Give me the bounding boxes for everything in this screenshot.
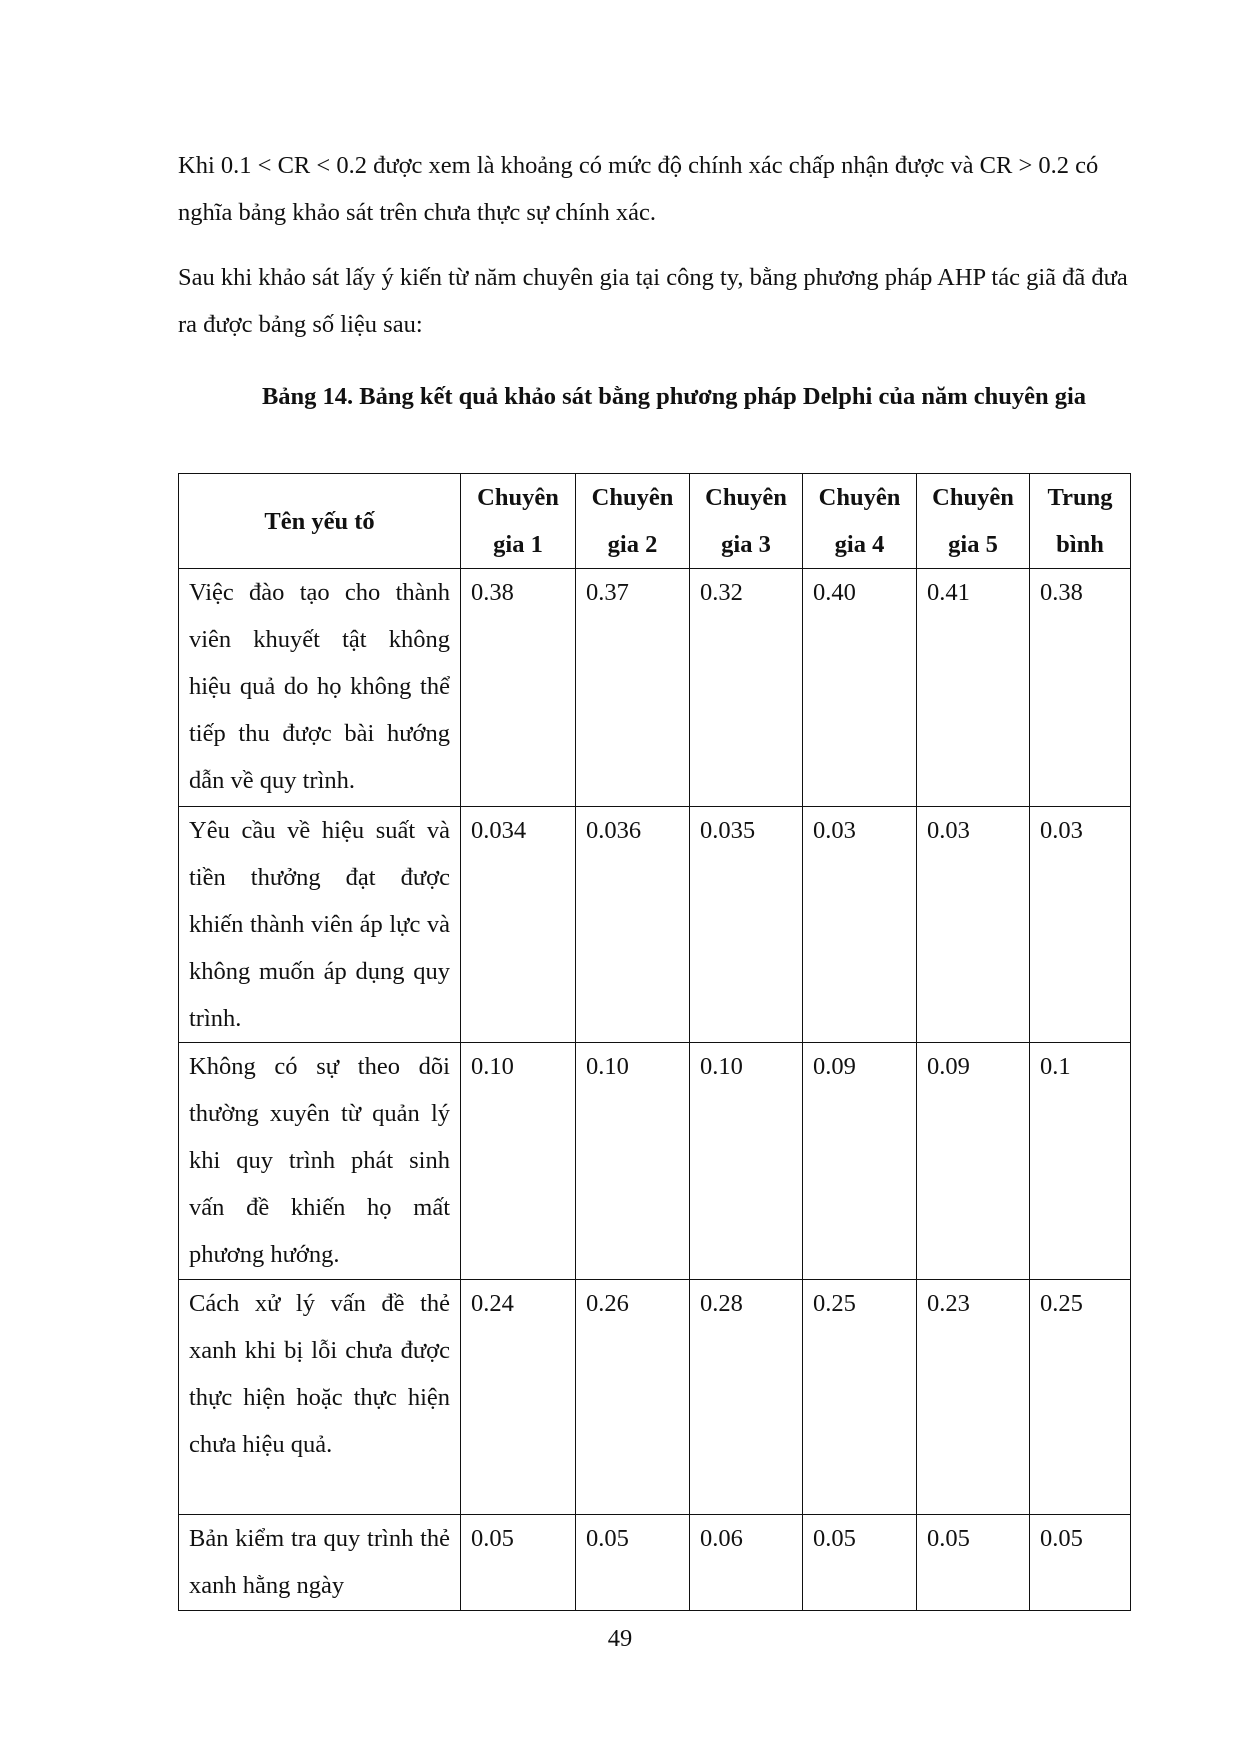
table-caption: Bảng 14. Bảng kết quả khảo sát bằng phương pháp Delphi của năm chuyên gia: [261, 383, 1087, 410]
header-expert-2: Chuyên gia 2: [576, 474, 690, 569]
expert-5-value: 0.05: [917, 1515, 1030, 1611]
header-expert-5: Chuyên gia 5: [917, 474, 1030, 569]
expert-2-value: 0.37: [576, 569, 690, 807]
header-expert-4: Chuyên gia 4: [803, 474, 917, 569]
table-header-row: [179, 474, 1131, 569]
expert-4-value: 0.09: [803, 1043, 917, 1280]
header-factor-name: Tên yếu tố: [179, 474, 461, 569]
expert-4-value: 0.03: [803, 807, 917, 1043]
header-average: Trung bình: [1030, 474, 1131, 569]
expert-1-value: 0.05: [461, 1515, 576, 1611]
expert-2-value: 0.10: [576, 1043, 690, 1280]
table-row: [179, 1043, 1131, 1280]
table-row: [179, 569, 1131, 807]
table-row: [179, 1515, 1131, 1611]
expert-3-value: 0.06: [690, 1515, 803, 1611]
expert-2-value: 0.05: [576, 1515, 690, 1611]
header-expert-3: Chuyên gia 3: [690, 474, 803, 569]
factor-name: Cách xử lý vấn đề thẻ xanh khi bị lỗi chưa được thực hiện hoặc thực hiện chưa hiệu quả.: [179, 1280, 461, 1515]
expert-2-value: 0.26: [576, 1280, 690, 1515]
factor-name: Không có sự theo dõi thường xuyên từ quản lý khi quy trình phát sinh vấn đề khiến họ mất phương hướng.: [179, 1043, 461, 1280]
expert-5-value: 0.23: [917, 1280, 1030, 1515]
expert-1-value: 0.10: [461, 1043, 576, 1280]
expert-3-value: 0.32: [690, 569, 803, 807]
header-expert-1: Chuyên gia 1: [461, 474, 576, 569]
expert-1-value: 0.24: [461, 1280, 576, 1515]
expert-4-value: 0.40: [803, 569, 917, 807]
average-value: 0.1: [1030, 1043, 1131, 1280]
expert-3-value: 0.28: [690, 1280, 803, 1515]
expert-4-value: 0.05: [803, 1515, 917, 1611]
expert-5-value: 0.41: [917, 569, 1030, 807]
average-value: 0.03: [1030, 807, 1131, 1043]
table-row: [179, 807, 1131, 1043]
table-row: [179, 1280, 1131, 1515]
paragraph-cr-explanation: Khi 0.1 < CR < 0.2 được xem là khoảng có mức độ chính xác chấp nhận được và CR > 0.2 có nghĩa bảng khảo sát trên chưa thực sự chính xác.: [178, 152, 1099, 226]
expert-3-value: 0.10: [690, 1043, 803, 1280]
expert-5-value: 0.03: [917, 807, 1030, 1043]
factor-name: Bản kiểm tra quy trình thẻ xanh hằng ngày: [179, 1515, 461, 1611]
delphi-results-table: [178, 473, 1131, 1611]
paragraph-survey-intro: Sau khi khảo sát lấy ý kiến từ năm chuyên gia tại công ty, bằng phương pháp AHP tác giã đã đưa ra được bảng số liệu sau:: [178, 264, 1128, 338]
expert-5-value: 0.09: [917, 1043, 1030, 1280]
expert-1-value: 0.034: [461, 807, 576, 1043]
expert-4-value: 0.25: [803, 1280, 917, 1515]
average-value: 0.25: [1030, 1280, 1131, 1515]
expert-3-value: 0.035: [690, 807, 803, 1043]
factor-name: Việc đào tạo cho thành viên khuyết tật không hiệu quả do họ không thể tiếp thu được bài hướng dẫn về quy trình.: [179, 569, 461, 807]
page-number: 49: [607, 1625, 633, 1652]
average-value: 0.38: [1030, 569, 1131, 807]
factor-name: Yêu cầu về hiệu suất và tiền thưởng đạt được khiến thành viên áp lực và không muốn áp dụng quy trình.: [179, 807, 461, 1043]
expert-2-value: 0.036: [576, 807, 690, 1043]
average-value: 0.05: [1030, 1515, 1131, 1611]
expert-1-value: 0.38: [461, 569, 576, 807]
